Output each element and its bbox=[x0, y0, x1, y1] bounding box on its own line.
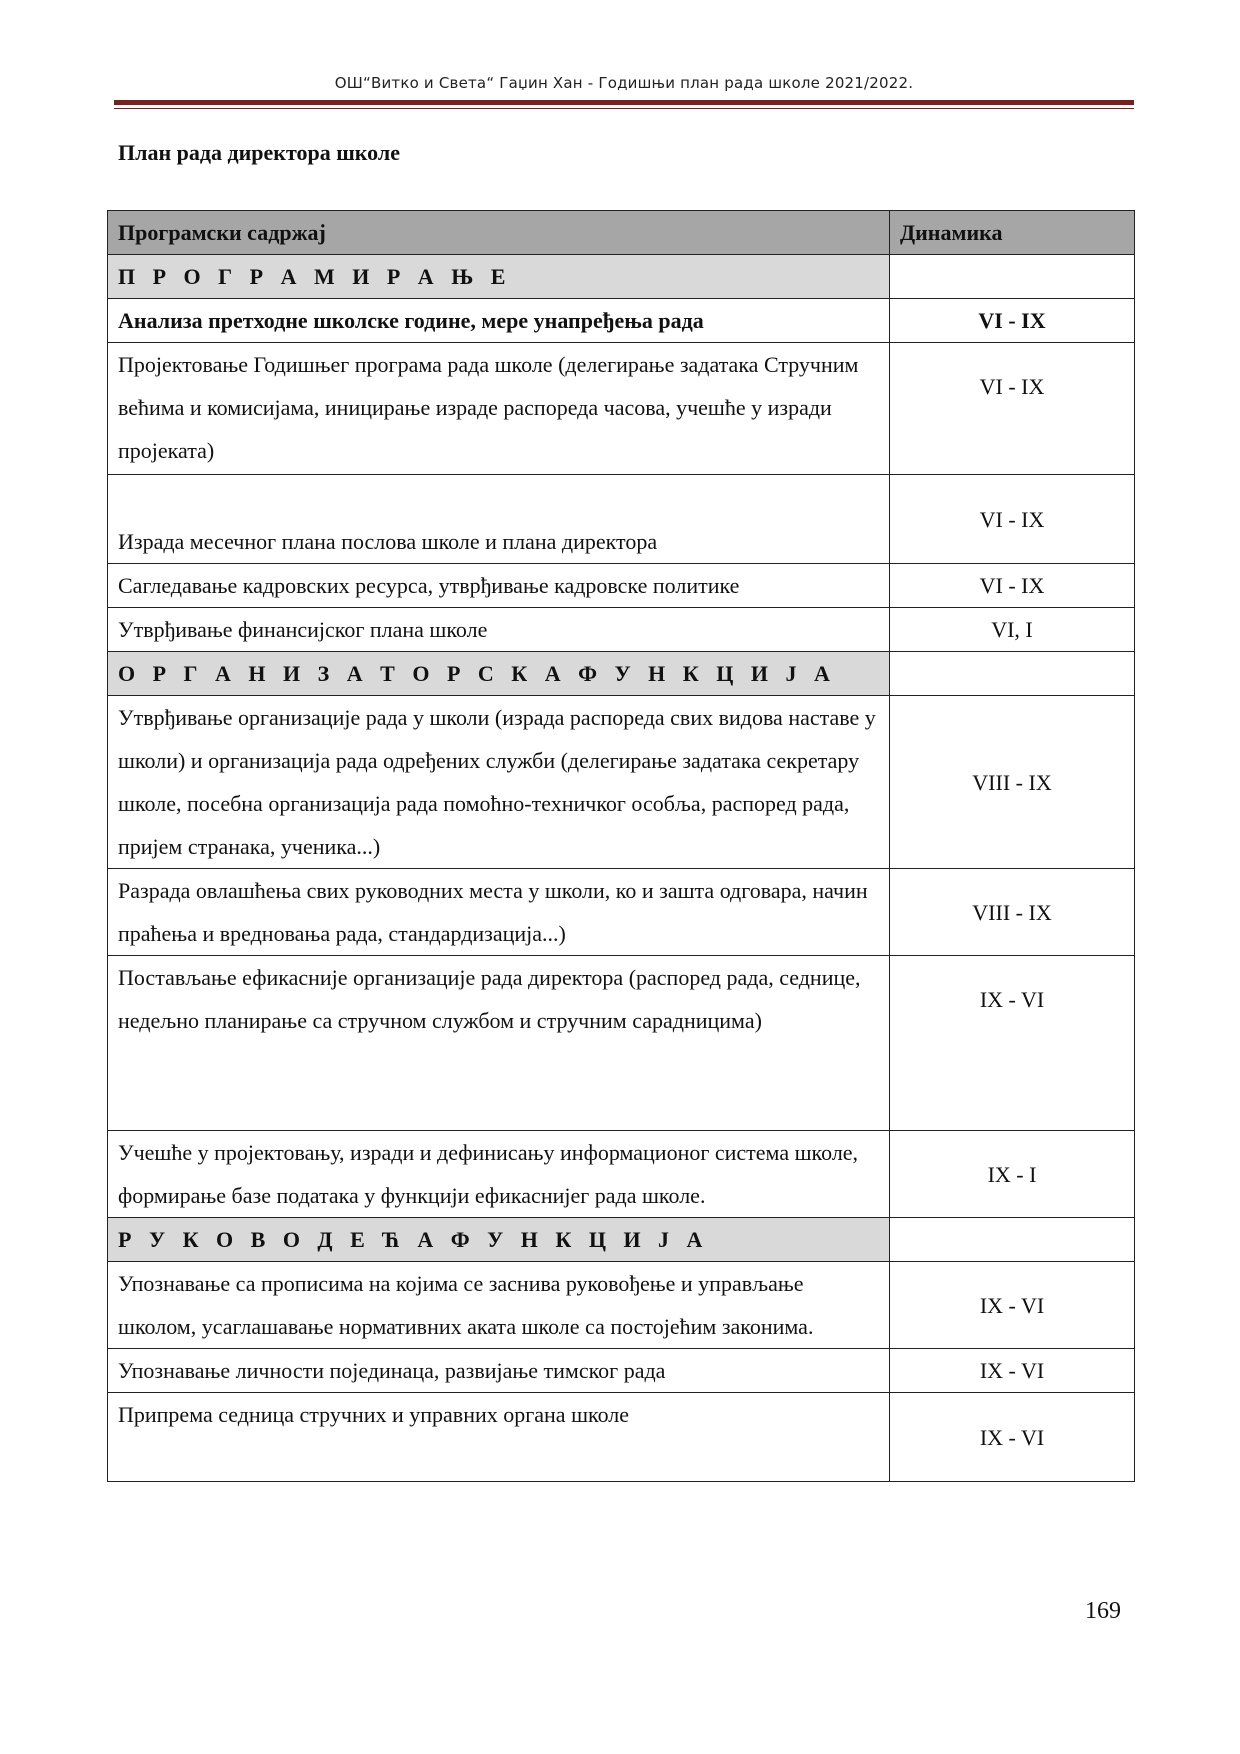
table-row bbox=[108, 608, 1135, 652]
row-timing: VIII - IX bbox=[890, 696, 1135, 869]
row-content: Упознавање личности појединаца, развијање тимског рада bbox=[108, 1349, 890, 1393]
page-number: 169 bbox=[1085, 1598, 1121, 1624]
section-name: Р У К О В О Д Е Ћ А Ф У Н К Ц И Ј А bbox=[108, 1218, 890, 1262]
header-rule-thin bbox=[114, 108, 1134, 109]
table-row bbox=[108, 696, 1135, 869]
table-row bbox=[108, 475, 1135, 564]
column-header-timing: Динамика bbox=[890, 211, 1135, 255]
row-timing: VI - IX bbox=[890, 299, 1135, 343]
header-rule-thick bbox=[114, 100, 1134, 105]
row-content: Разрада овлашћења свих руководних места у школи, ко и зашта одговара, начин праћења и вредновања рада, стандардизација...) bbox=[108, 869, 890, 956]
row-timing: IX - VI bbox=[890, 1349, 1135, 1393]
row-content: Утврђивање финансијског плана школе bbox=[108, 608, 890, 652]
section-row bbox=[108, 1218, 1135, 1262]
row-timing: VI - IX bbox=[890, 564, 1135, 608]
section-title: План рада директора школе bbox=[118, 140, 401, 165]
table-row bbox=[108, 1393, 1135, 1482]
section-row bbox=[108, 255, 1135, 299]
row-timing bbox=[890, 652, 1135, 696]
row-timing: IX - VI bbox=[890, 1262, 1135, 1349]
row-content: Припрема седница стручних и управних органа школе bbox=[108, 1393, 890, 1482]
table-row bbox=[108, 1262, 1135, 1349]
running-header: ОШ“Витко и Света“ Гаџин Хан - Годишњи план рада школе 2021/2022. bbox=[334, 74, 914, 92]
table-row bbox=[108, 869, 1135, 956]
section-row bbox=[108, 652, 1135, 696]
row-timing: IX - VI bbox=[890, 956, 1135, 1131]
row-content: Пројектовање Годишњег програма рада школе (делегирање задатака Стручним већима и комисијама, иницирање израде распореда часова, учешће у изради пројеката) bbox=[108, 343, 890, 475]
row-timing bbox=[890, 255, 1135, 299]
column-header-content: Програмски садржај bbox=[108, 211, 890, 255]
table-row bbox=[108, 1131, 1135, 1218]
table-row bbox=[108, 299, 1135, 343]
row-content: Постављање ефикасније организације рада директора (распоред рада, седнице, недељно планирање са стручном службом и стручним сарадницима) bbox=[108, 956, 890, 1131]
director-plan-table bbox=[107, 210, 1135, 1482]
section-name: П Р О Г Р А М И Р А Њ Е bbox=[108, 255, 890, 299]
row-content: Израда месечног плана послова школе и плана директора bbox=[108, 475, 890, 564]
table-row bbox=[108, 343, 1135, 475]
table-row bbox=[108, 956, 1135, 1131]
table-header-row bbox=[108, 211, 1135, 255]
table-row bbox=[108, 564, 1135, 608]
row-timing: VIII - IX bbox=[890, 869, 1135, 956]
row-timing: VI, I bbox=[890, 608, 1135, 652]
row-content: Учешће у пројектовању, изради и дефинисању информационог система школе, формирање базе података у функцији ефикаснијег рада школе. bbox=[108, 1131, 890, 1218]
row-content: Утврђивање организације рада у школи (израда распореда свих видова наставе у школи) и организација рада одређених служби (делегирање задатака секретару школе, посебна организација рада помоћно-техничког особља, распоред рада, пријем странака, ученика...) bbox=[108, 696, 890, 869]
row-content: Сагледавање кадровских ресурса, утврђивање кадровске политике bbox=[108, 564, 890, 608]
row-content: Анализа претходне школске године, мере унапређења рада bbox=[108, 299, 890, 343]
row-content: Упознавање са прописима на којима се заснива руковођење и управљање школом, усаглашавање нормативних аката школе са постојећим законима. bbox=[108, 1262, 890, 1349]
row-timing: IX - I bbox=[890, 1131, 1135, 1218]
row-timing: VI - IX bbox=[890, 343, 1135, 475]
row-timing: VI - IX bbox=[890, 475, 1135, 564]
row-timing bbox=[890, 1218, 1135, 1262]
section-name: О Р Г А Н И З А Т О Р С К А Ф У Н К Ц И Ј А bbox=[108, 652, 890, 696]
table-row bbox=[108, 1349, 1135, 1393]
row-timing: IX - VI bbox=[890, 1393, 1135, 1482]
